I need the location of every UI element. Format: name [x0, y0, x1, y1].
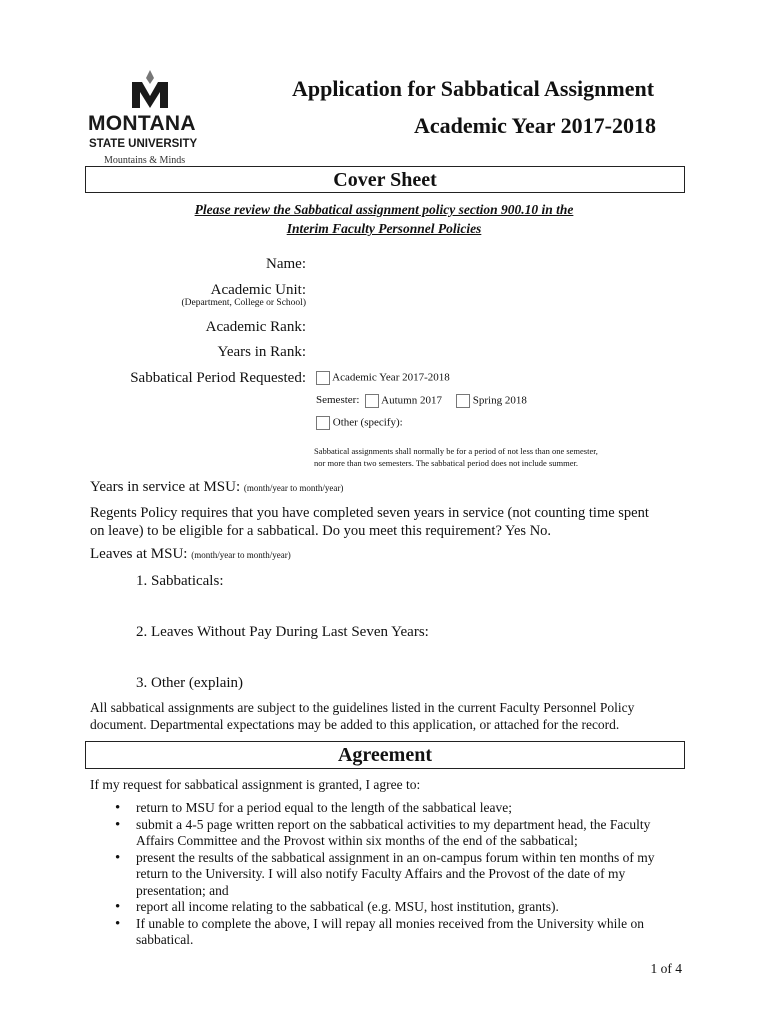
leaves-row: [90, 546, 291, 563]
years-in-service-label: Years in service at MSU:: [90, 479, 241, 495]
years-in-service-row: [90, 479, 343, 496]
regents-line-1: Regents Policy requires that you have completed seven years in service (not counting time spent: [90, 505, 649, 521]
document-title: Application for Sabbatical Assignment: [292, 76, 655, 101]
autumn-option[interactable]: [365, 394, 442, 408]
sabbatical-fine-print: [314, 445, 674, 469]
years-in-rank-label: Years in Rank:: [217, 344, 306, 360]
leave-item-other: 3. Other (explain): [136, 675, 244, 691]
academic-unit-label: Academic Unit:: [210, 282, 306, 298]
agreement-heading: Agreement: [337, 744, 433, 766]
other-option-label: Other (specify):: [332, 416, 403, 429]
autumn-checkbox[interactable]: [365, 394, 379, 408]
other-option[interactable]: [316, 416, 403, 430]
leaves-label: Leaves at MSU:: [90, 546, 188, 562]
other-checkbox[interactable]: [316, 416, 330, 430]
agreement-list: [115, 800, 680, 949]
cover-sheet-heading: Cover Sheet: [333, 169, 437, 191]
fine-print-line-2: nor more than two semesters. The sabbatical period does not include summer.: [314, 458, 578, 468]
guidelines-line-1: All sabbatical assignments are subject to the guidelines listed in the current Faculty Personnel Policy: [90, 700, 635, 715]
agreement-intro: If my request for sabbatical assignment is granted, I agree to:: [90, 777, 421, 792]
regents-policy-text: [90, 504, 690, 540]
guidelines-text: [90, 700, 690, 733]
spring-option[interactable]: [456, 394, 527, 408]
sabbatical-period-label: Sabbatical Period Requested:: [130, 370, 306, 386]
agreement-banner: [85, 741, 685, 769]
academic-year-option-label: Academic Year 2017-2018: [332, 371, 450, 384]
leave-item-sabbaticals: 1. Sabbaticals:: [136, 573, 224, 589]
regents-line-2: on leave) to be eligible for a sabbatical. Do you meet this requirement? Yes No.: [90, 523, 552, 539]
years-in-service-hint: (month/year to month/year): [243, 483, 344, 493]
logo-subtitle: STATE UNIVERSITY: [89, 138, 198, 150]
academic-rank-label: Academic Rank:: [205, 319, 306, 335]
document-subtitle: Academic Year 2017-2018: [414, 113, 656, 138]
guidelines-line-2: document. Departmental expectations may be added to this application, or attached for the record.: [90, 716, 620, 732]
agreement-item: • submit a 4-5 page written report on the sabbatical activities to my department head, the Faculty Affairs Committee and the Provost within six months of the end of the sabbatical;: [115, 817, 680, 850]
academic-unit-hint: (Department, College or School): [181, 298, 306, 308]
agreement-item: • report all income relating to the sabbatical (e.g. MSU, host institution, grants).: [115, 899, 680, 916]
cover-sheet-banner: [85, 166, 685, 193]
policy-notice-line-2: Interim Faculty Personnel Policies: [286, 221, 482, 236]
name-label: Name:: [266, 256, 306, 272]
semester-label: Semester:: [316, 394, 360, 406]
montana-m-mark: [128, 68, 172, 112]
spring-checkbox[interactable]: [456, 394, 470, 408]
logo-tagline: Mountains & Minds: [104, 155, 186, 166]
agreement-item: • return to MSU for a period equal to the length of the sabbatical leave;: [115, 800, 680, 817]
spring-option-label: Spring 2018: [472, 394, 527, 407]
fine-print-line-1: Sabbatical assignments shall normally be for a period of not less than one semester,: [314, 446, 598, 456]
autumn-option-label: Autumn 2017: [381, 394, 442, 407]
academic-year-checkbox[interactable]: [316, 371, 330, 385]
page-number: 1 of 4: [650, 961, 682, 976]
policy-notice-line-1: Please review the Sabbatical assignment policy section 900.10 in the: [194, 202, 574, 217]
leave-item-without-pay: 2. Leaves Without Pay During Last Seven Years:: [136, 624, 429, 640]
logo-wordmark: MONTANA: [88, 112, 196, 135]
leaves-hint: (month/year to month/year): [191, 550, 291, 560]
academic-year-option[interactable]: [316, 371, 450, 385]
agreement-item: • present the results of the sabbatical assignment in an on-campus forum within ten months of my return to the University. I will also notify Faculty Affairs and the Provost of the date of my presentation; and: [115, 850, 680, 900]
agreement-item: • If unable to complete the above, I will repay all monies received from the University while on sabbatical.: [115, 916, 680, 949]
msu-logo: [88, 62, 214, 166]
